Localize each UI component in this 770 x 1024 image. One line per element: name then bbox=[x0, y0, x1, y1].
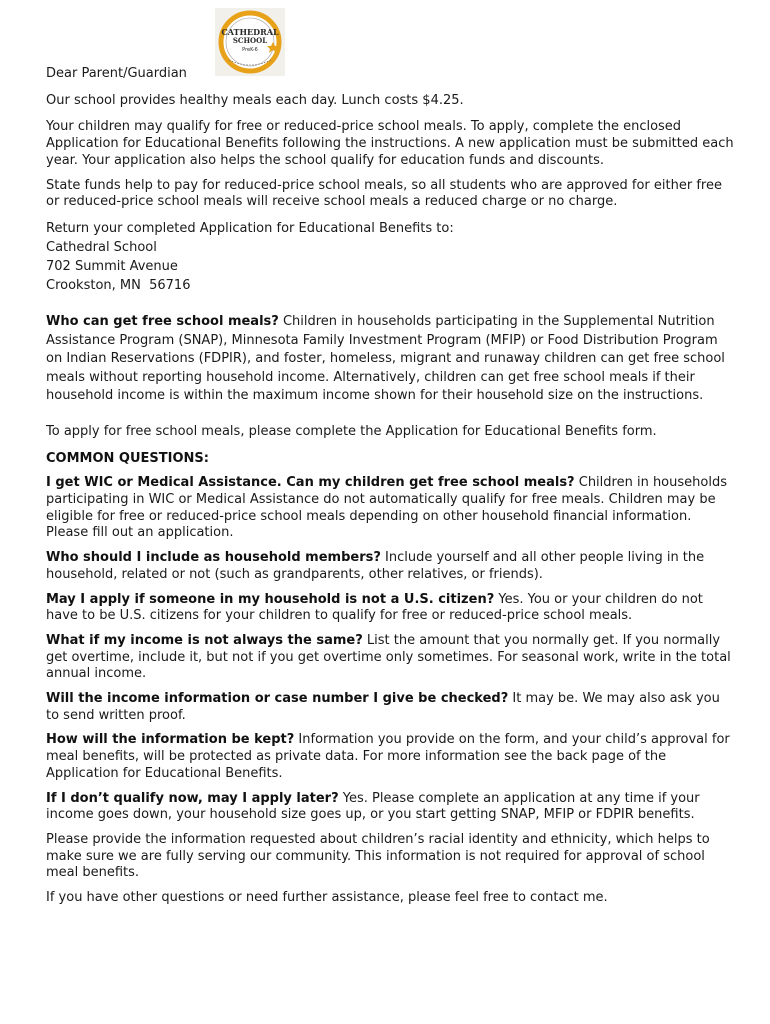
answer: List the amount that you normally get. If you normally get overtime, include it, but not if you get overtime only sometimes. For seasonal work, write in the total annual income. bbox=[46, 632, 731, 682]
answer: Children in households participating in WIC or Medical Assistance do not automatically qualify for free meals. Children may be eligible for free or reduced-price school meals depending on other household financial information. Please fill out an application. bbox=[46, 475, 727, 541]
greeting: Dear Parent/Guardian bbox=[46, 66, 187, 81]
apply-line: To apply for free school meals, please complete the Application for Educational Benefits form. bbox=[46, 423, 657, 439]
return-intro: Return your completed Application for Educational Benefits to: bbox=[46, 220, 454, 236]
paragraph-race-ethnicity: Please provide the information requested about children’s racial identity and ethnicity, which helps to make sure we are fully serving our community. This information is not required for approval of school meal benefits. bbox=[46, 831, 710, 881]
answer: Include yourself and all other people living in the household, related or not (such as grandparents, other relatives, or friends). bbox=[46, 550, 705, 582]
answer: Children in households participating in the Supplemental Nutrition Assistance Program (SNAP), Minnesota Family Investment Program (MFIP) or Food Distribution Program on Indian Reservations (FDPIR), and foster, homeless, migrant and runaway children can get free school meals without reporting household income. Alternatively, children can get free school meals if their household income is within the maximum income shown for their household size on the instructions. bbox=[46, 313, 725, 404]
question: How will the information be kept? bbox=[46, 732, 295, 748]
letter-body bbox=[46, 66, 736, 907]
faq-item bbox=[46, 592, 736, 625]
return-street: 702 Summit Avenue bbox=[46, 258, 178, 274]
logo-line3: PreK-6 bbox=[242, 47, 258, 53]
faq-item bbox=[46, 475, 736, 542]
faq-item bbox=[46, 550, 736, 583]
answer: Yes. Please complete an application at any time if your income goes down, your household size goes up, or you start getting SNAP, MFIP or FDPIR benefits. bbox=[46, 790, 700, 823]
return-city: Crookston, MN 56716 bbox=[46, 277, 191, 293]
faq-item bbox=[46, 732, 736, 782]
question: What if my income is not always the same? bbox=[46, 632, 363, 648]
question: May I apply if someone in my household is not a U.S. citizen? bbox=[46, 591, 495, 607]
logo-line2: SCHOOL bbox=[232, 36, 268, 45]
return-address bbox=[46, 219, 736, 295]
paragraph-lunch-cost: Our school provides healthy meals each day. Lunch costs $4.25. bbox=[46, 92, 464, 108]
question: If I don’t qualify now, may I apply later? bbox=[46, 790, 339, 806]
faq-item bbox=[46, 633, 736, 683]
question: Who should I include as household members? bbox=[46, 550, 381, 566]
question: Will the income information or case number I give be checked? bbox=[46, 691, 509, 707]
question: Who can get free school meals? bbox=[46, 313, 279, 329]
paragraph-state-funds: State funds help to pay for reduced-price school meals, so all students who are approved for either free or reduced-price school meals will receive school meals a reduced charge or no charge. bbox=[46, 177, 722, 210]
faq-item bbox=[46, 791, 736, 824]
return-name: Cathedral School bbox=[46, 239, 157, 255]
who-can-get-free-meals bbox=[46, 313, 736, 406]
answer: Yes. You or your children do not have to be U.S. citizens for your children to qualify for free or reduced-price school meals. bbox=[46, 591, 703, 624]
faq-item bbox=[46, 691, 736, 724]
question: I get WIC or Medical Assistance. Can my children get free school meals? bbox=[46, 475, 575, 491]
common-questions-heading: COMMON QUESTIONS: bbox=[46, 450, 209, 466]
logo-line1: CATHEDRAL bbox=[221, 27, 279, 37]
paragraph-qualify: Your children may qualify for free or reduced-price school meals. To apply, complete the enclosed Application for Educational Benefits following the instructions. A new application must be submitted each year. Your application also helps the school qualify for education funds and discounts. bbox=[46, 119, 734, 168]
paragraph-contact: If you have other questions or need further assistance, please feel free to contact me. bbox=[46, 890, 608, 906]
answer: Information you provide on the form, and your child’s approval for meal benefits, will be protected as private data. For more information see the back page of the Application for Educational Benefits. bbox=[46, 732, 730, 781]
answer: It may be. We may also ask you to send written proof. bbox=[46, 691, 720, 723]
